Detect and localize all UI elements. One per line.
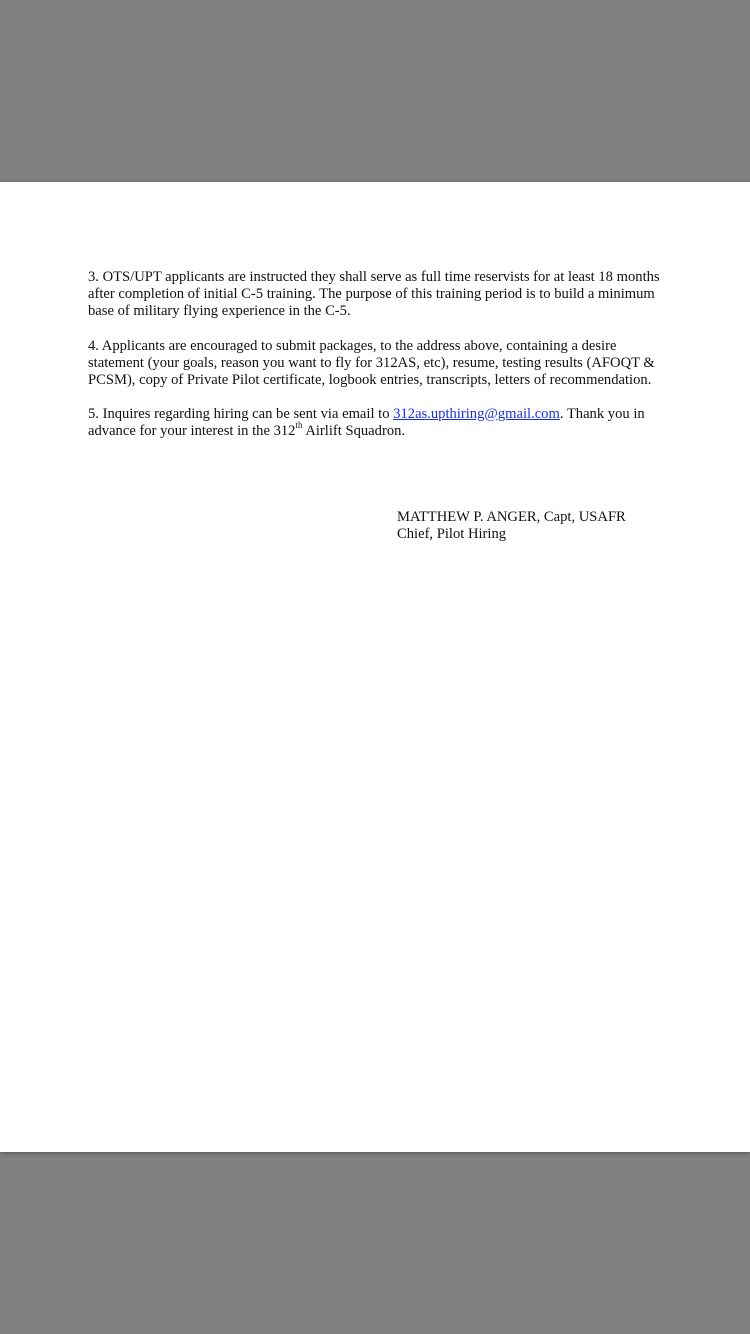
paragraph-5-intro: 5. Inquires regarding hiring can be sent via email to bbox=[88, 406, 394, 422]
paragraph-5-thanks: . Thank you in advance for your interest in the 312 bbox=[88, 406, 645, 440]
paragraph-5-ending: Airlift Squadron. bbox=[302, 423, 406, 440]
signature-block bbox=[397, 509, 626, 544]
signature-name: MATTHEW P. ANGER, Capt, USAFR bbox=[397, 509, 626, 525]
signature-title: Chief, Pilot Hiring bbox=[397, 526, 507, 543]
paragraph-4: 4. Applicants are encouraged to submit packages, to the address above, containing a desire statement (your goals, reason you want to fly for 312AS, etc), resume, testing results (AFOQT & PCSM), copy of Private Pilot certificate, logbook entries, transcripts, letters of recommendation. bbox=[88, 338, 655, 389]
paragraph-3: 3. OTS/UPT applicants are instructed they shall serve as full time reservists for at least 18 months after completion of initial C-5 training. The purpose of this training period is to build a minimum base of military flying experience in the C-5. bbox=[88, 269, 660, 320]
paragraph-5 bbox=[88, 406, 668, 440]
document-page[interactable] bbox=[0, 182, 750, 1152]
ordinal-superscript: th bbox=[295, 420, 303, 431]
email-link[interactable]: 312as.upthiring@gmail.com bbox=[393, 406, 560, 422]
